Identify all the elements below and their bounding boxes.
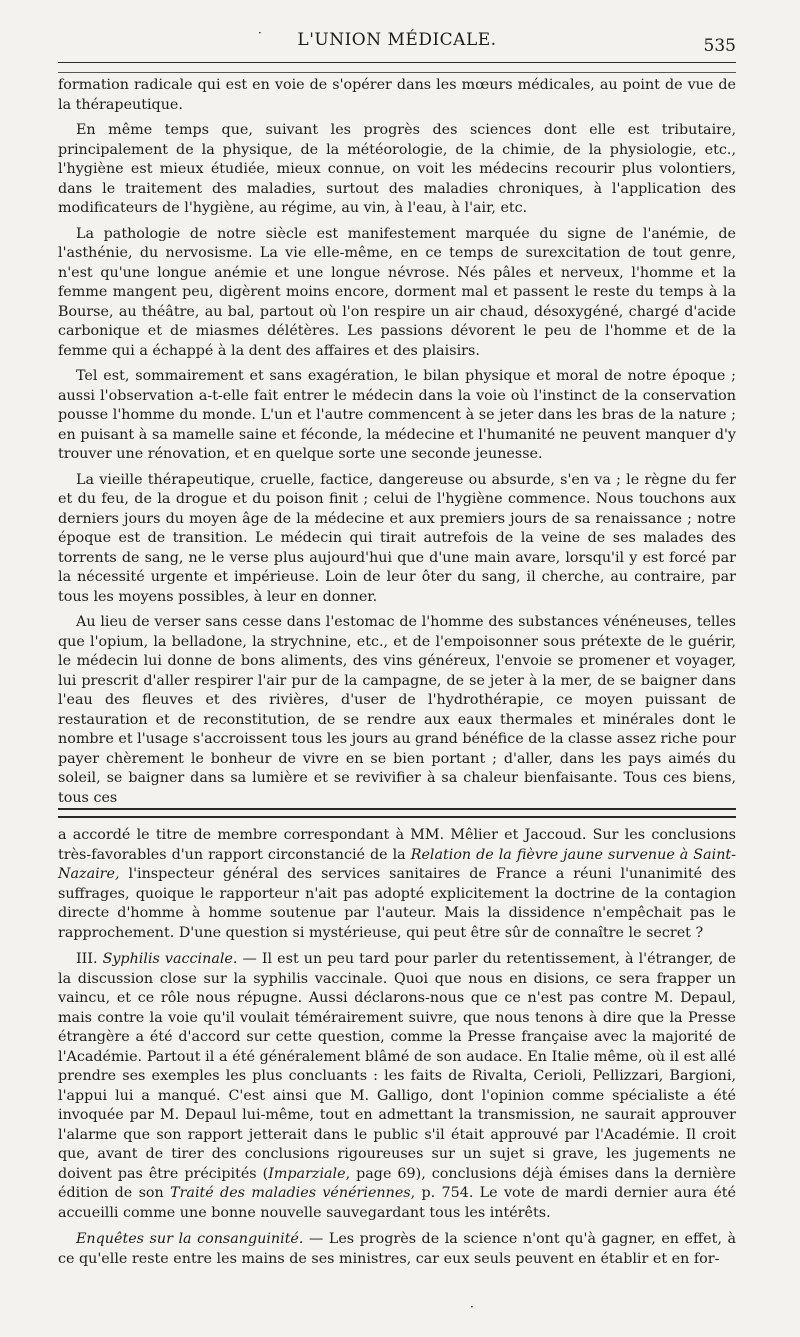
text-run: — Il est un peu tard pour parler du retentissement, à l'étranger, de la discussion close sur la syphilis vaccinale. Quoi que nous en disions, ce sera frapper un vaincu, et ce rôle nous répugne. Aussi déclarons-nous que ce n'est pas contre M. Depaul, mais contre la voie qu'il voulait témérairement suivre, que nous tenons à dire que la Presse étrangère a été d'accord sur cette question, comme la Presse française avec la majorité de l'Académie. Partout il a été généralement blâmé de son audace. En Italie même, où il est allé prendre ses exemples les plus concluants : les faits de Rivalta, Cerioli, Pellizzari, Bargioni, l'appui lui a manqué. C'est ainsi que M. Galligo, dont l'opinion comme spécialiste a été invoquée par M. Depaul lui-même, tout en admettant la transmission, ne saurait approuver l'alarme que son rapport jetterait dans le public s'il était approuvé par l'Académie. Il croit que, avant de tirer des conclusions rigoureuses sur un sujet si grave, les jugements ne doivent pas être précipités ( [58, 951, 736, 1182]
page-number: 535 [703, 36, 736, 56]
main-article [58, 76, 736, 806]
section-heading: Enquêtes sur la consanguinité. [76, 1231, 304, 1247]
text-run: , page 69), conclusions déjà émises dans la dernière édition de son [58, 1165, 736, 1201]
running-header [58, 26, 736, 60]
text-run: a accordé le titre de membre correspondant à MM. Mêlier et Jaccoud. Sur les conclusions très-favorables d'un rapport circonstancié de la [58, 827, 736, 863]
italic-title: Relation de la fièvre jaune survenue à Saint-Nazaire, [58, 846, 736, 882]
text-run: , p. 754. Le vote de mardi dernier aura été accueilli comme une bonne nouvelle sauvegardant tous les intérêts. [58, 1185, 736, 1221]
italic-title: Imparziale [268, 1165, 346, 1182]
feuilleton-section [58, 826, 736, 1296]
header-rule-thin [58, 72, 736, 73]
journal-title: L'UNION MÉDICALE. [297, 30, 497, 50]
paragraph [58, 1230, 736, 1269]
italic-title: Traité des maladies vénériennes [170, 1185, 411, 1201]
paragraph: Tel est, sommairement et sans exagération, le bilan physique et moral de notre époque ; aussi l'observation a-t-elle fait entrer le médecin dans la voie où l'instinct de la conservation pousse l'homme du monde. L'un et l'autre commencent à se jeter dans les bras de la nature ; en puisant à sa mamelle saine et féconde, la médecine et l'humanité ne peuvent manquer d'y trouver une rénovation, et en quelque sorte une seconde jeunesse. [58, 368, 736, 462]
paragraph: La pathologie de notre siècle est manifestement marquée du signe de l'anémie, de l'asthénie, du nervosisme. La vie elle-même, en ce temps de surexcitation de tout genre, n'est qu'une longue anémie et une longue névrose. Nés pâles et nerveux, l'homme et la femme mangent peu, digèrent moins encore, dorment mal et passent le reste du temps à la Bourse, au théâtre, au bal, partout où l'on respire un air chaud, désoxygéné, chargé d'acide carbonique et de miasmes délétères. Les passions dévorent le peu de l'homme et de la femme qui a échappé à la dent des affaires et des plaisirs. [58, 225, 736, 359]
header-dot: · [258, 26, 262, 40]
section-separator [58, 808, 736, 818]
section-number: III. [76, 951, 103, 967]
paragraph: En même temps que, suivant les progrès des sciences dont elle est tributaire, principalement de la physique, de la météorologie, de la chimie, de la physiologie, etc., l'hygiène est mieux étudiée, mieux connue, on voit les médecins recourir plus volontiers, dans le traitement des maladies, surtout des maladies chroniques, à l'application des modificateurs de l'hygiène, au régime, au vin, à l'eau, à l'air, etc. [58, 122, 736, 216]
paragraph: La vieille thérapeutique, cruelle, factice, dangereuse ou absurde, s'en va ; le règne du fer et du feu, de la drogue et du poison finit ; celui de l'hygiène commence. Nous touchons aux derniers jours du moyen âge de la médecine et aux premiers jours de sa renaissance ; notre époque est de transition. Le médecin qui tirait autrefois de la veine de ses malades des torrents de sang, ne le verse plus aujourd'hui que d'une main avare, lorsqu'il y est forcé par la nécessité urgente et impérieuse. Loin de leur ôter du sang, il cherche, au contraire, par tous les moyens possibles, à leur en donner. [58, 471, 736, 605]
text-run: l'inspecteur général des services sanitaires de France a réuni l'unanimité des suffrages, quoique le rapporteur n'ait pas adopté explicitement la doctrine de la contagion directe d'homme à homme soutenue par l'auteur. Mais la dissidence n'empêchait pas le rapprochement. D'une question si mystérieuse, qui peut être sûr de connaître le secret ? [58, 866, 736, 941]
paragraph [58, 826, 736, 943]
paragraph: formation radicale qui est en voie de s'opérer dans les mœurs médicales, au point de vue de la thérapeutique. [58, 77, 736, 113]
text-run: — Les progrès de la science n'ont qu'à gagner, en effet, à ce qu'elle reste entre les mains de ses ministres, car eux seuls peuvent en établir et en for- [58, 1231, 736, 1267]
section-heading: Syphilis vaccinale. [102, 951, 238, 967]
paragraph: Au lieu de verser sans cesse dans l'estomac de l'homme des substances vénéneuses, telles que l'opium, la belladone, la strychnine, etc., et de l'empoisonner sous prétexte de le guérir, le médecin lui donne de bons aliments, des vins généreux, l'envoie se promener et voyager, lui prescrit d'aller respirer l'air pur de la campagne, de se jeter à la mer, de se baigner dans l'eau des fleuves et des rivières, d'user de l'hydrothérapie, ce moyen puissant de restauration et de reconstitution, de se rendre aux eaux thermales et minérales dont le nombre et l'usage s'accroissent tous les jours au grand bénéfice de la classe assez riche pour payer chèrement le bonheur de vivre en se bien portant ; d'aller, dans les pays aimés du soleil, se baigner dans sa lumière et se revivifier à sa chaleur bienfaisante. Tous ces biens, tous ces [58, 614, 736, 806]
footer-dot: · [470, 1300, 474, 1314]
paragraph [58, 950, 736, 1223]
header-rule [58, 62, 736, 63]
